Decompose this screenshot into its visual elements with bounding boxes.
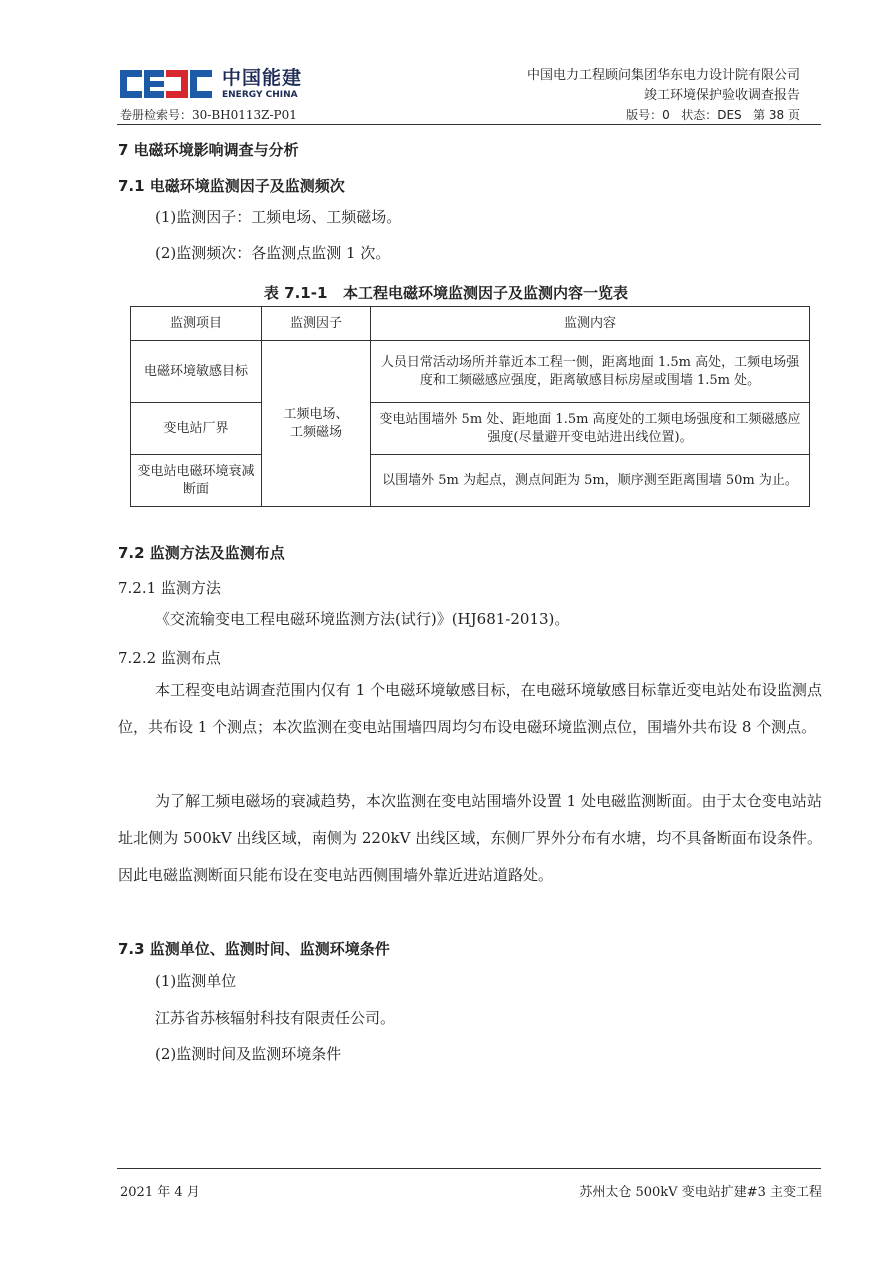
volume-index	[120, 106, 297, 123]
logo-english-text: ENERGY CHINA	[222, 89, 298, 100]
table-row	[131, 455, 810, 507]
table-cell-content: 变电站围墙外 5m 处、距地面 1.5m 高度处的工频电场强度和工频磁感应强度(尽量避开变电站进出线位置)。	[371, 403, 810, 455]
monitoring-frequency-text: (2)监测频次：各监测点监测 1 次。	[155, 244, 391, 262]
table-row	[131, 403, 810, 455]
table-cell-item: 电磁环境敏感目标	[131, 341, 262, 403]
section-7-2-heading: 7.2 监测方法及监测布点	[118, 544, 285, 562]
monitoring-time-label: (2)监测时间及监测环境条件	[155, 1045, 342, 1063]
header-right	[527, 66, 800, 106]
section-7-1-heading: 7.1 电磁环境监测因子及监测频次	[118, 177, 345, 195]
version-status-page: 版号：0 状态：DES 第 38 页	[626, 108, 800, 122]
table-caption: 表 7.1-1 本工程电磁环境监测因子及监测内容一览表	[263, 284, 629, 302]
section-7-heading: 7 电磁环境影响调查与分析	[118, 141, 299, 159]
section-7-3-heading: 7.3 监测单位、监测时间、监测环境条件	[118, 940, 390, 958]
table-cell-factor: 工频电场、工频磁场	[262, 341, 371, 507]
report-title: 竣工环境保护验收调查报告	[643, 88, 800, 103]
volume-index-label: 卷册检索号：	[120, 108, 193, 122]
volume-index-value: 30-BH0113Z-P01	[192, 108, 297, 122]
ceec-logo-icon	[120, 68, 216, 100]
footer-divider	[117, 1168, 821, 1169]
table-header-cell: 监测项目	[131, 307, 262, 341]
header-divider	[117, 124, 821, 125]
section-7-2-2-heading: 7.2.2 监测布点	[118, 649, 221, 667]
monitoring-unit-label: (1)监测单位	[155, 972, 237, 990]
table-cell-item: 变电站电磁环境衰减断面	[131, 455, 262, 507]
footer-project-name: 苏州太仓 500kV 变电站扩建#3 主变工程	[579, 1185, 822, 1200]
logo-chinese-text: 中国能建	[222, 66, 303, 89]
table-row	[131, 341, 810, 403]
layout-paragraph-1: 本工程变电站调查范围内仅有 1 个电磁环境敏感目标，在电磁环境敏感目标靠近变电站处布设监测点位，共布设 1 个测点；本次监测在变电站围墙四周均匀布设电磁环境监测点位，围墙外共布设 8 个测点。	[118, 681, 822, 736]
ceec-logo	[120, 66, 302, 102]
table-header-row	[131, 307, 810, 341]
table-cell-item: 变电站厂界	[131, 403, 262, 455]
section-7-2-1-heading: 7.2.1 监测方法	[118, 579, 221, 597]
table-cell-content: 人员日常活动场所并靠近本工程一侧，距离地面 1.5m 高处，工频电场强度和工频磁感应强度，距离敏感目标房屋或围墙 1.5m 处。	[371, 341, 810, 403]
footer-date: 2021 年 4 月	[120, 1185, 200, 1200]
layout-paragraph-2: 为了解工频电磁场的衰减趋势，本次监测在变电站围墙外设置 1 处电磁监测断面。由于太仓变电站站址北侧为 500kV 出线区域，南侧为 220kV 出线区域，东侧厂界外分布有水塘，均不具备断面布设条件。因此电磁监测断面只能布设在变电站西侧围墙外靠近进站道路处。	[118, 792, 822, 884]
company-name: 中国电力工程顾问集团华东电力设计院有限公司	[526, 68, 800, 83]
monitoring-method-text: 《交流输变电工程电磁环境监测方法(试行)》(HJ681-2013)。	[155, 610, 570, 628]
table-cell-content: 以围墙外 5m 为起点，测点间距为 5m，顺序测至距离围墙 50m 为止。	[371, 455, 810, 507]
monitoring-table	[130, 306, 810, 507]
table-header-cell: 监测内容	[371, 307, 810, 341]
monitoring-unit-name: 江苏省苏核辐射科技有限责任公司。	[155, 1009, 396, 1027]
table-header-cell: 监测因子	[262, 307, 371, 341]
monitoring-factor-text: (1)监测因子：工频电场、工频磁场。	[155, 208, 402, 226]
